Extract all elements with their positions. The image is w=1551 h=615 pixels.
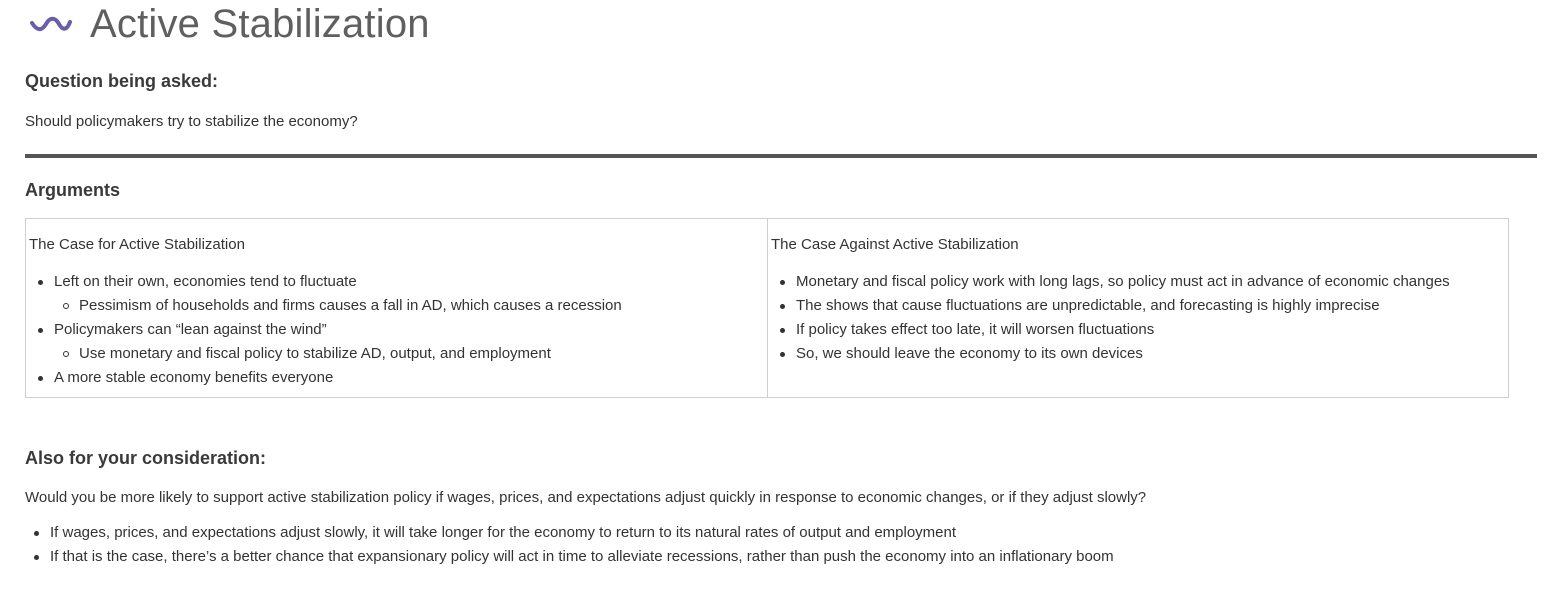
question-heading: Question being asked: bbox=[25, 71, 219, 91]
list-item: Monetary and fiscal policy work with long lags, so policy must act in advance of economic changes bbox=[771, 270, 1450, 294]
case-for-title: The Case for Active Stabilization bbox=[29, 236, 245, 253]
case-for-column bbox=[26, 219, 768, 397]
wave-icon bbox=[30, 15, 72, 35]
consideration-question: Would you be more likely to support active stabilization policy if wages, prices, and expectations adjust quickly in response to economic changes, or if they adjust slowly? bbox=[25, 489, 1147, 506]
list-item: If that is the case, there’s a better chance that expansionary policy will act in time to alleviate recessions, rather than push the economy into an inflationary boom bbox=[25, 545, 1114, 569]
list-item: If policy takes effect too late, it will worsen fluctuations bbox=[771, 318, 1450, 342]
case-against-title: The Case Against Active Stabilization bbox=[771, 236, 1019, 253]
case-for-list bbox=[29, 270, 622, 390]
consideration-heading: Also for your consideration: bbox=[25, 448, 267, 468]
arguments-heading: Arguments bbox=[25, 180, 121, 200]
page-title: Active Stabilization bbox=[90, 1, 430, 46]
consideration-list bbox=[25, 521, 1114, 569]
list-item: Pessimism of households and firms causes a fall in AD, which causes a recession bbox=[29, 294, 622, 318]
case-against-column bbox=[768, 219, 1508, 397]
section-divider bbox=[25, 154, 1537, 158]
list-item: The shows that cause fluctuations are unpredictable, and forecasting is highly imprecise bbox=[771, 294, 1450, 318]
list-item: If wages, prices, and expectations adjust slowly, it will take longer for the economy to return to its natural rates of output and employment bbox=[25, 521, 1114, 545]
list-item: Left on their own, economies tend to fluctuate bbox=[29, 270, 622, 294]
list-item: A more stable economy benefits everyone bbox=[29, 366, 622, 390]
list-item: Use monetary and fiscal policy to stabilize AD, output, and employment bbox=[29, 342, 622, 366]
page-header bbox=[30, 0, 430, 48]
case-against-list bbox=[771, 270, 1450, 366]
list-item: So, we should leave the economy to its own devices bbox=[771, 342, 1450, 366]
arguments-table bbox=[25, 218, 1509, 398]
list-item: Policymakers can “lean against the wind” bbox=[29, 318, 622, 342]
question-text: Should policymakers try to stabilize the economy? bbox=[25, 113, 358, 130]
